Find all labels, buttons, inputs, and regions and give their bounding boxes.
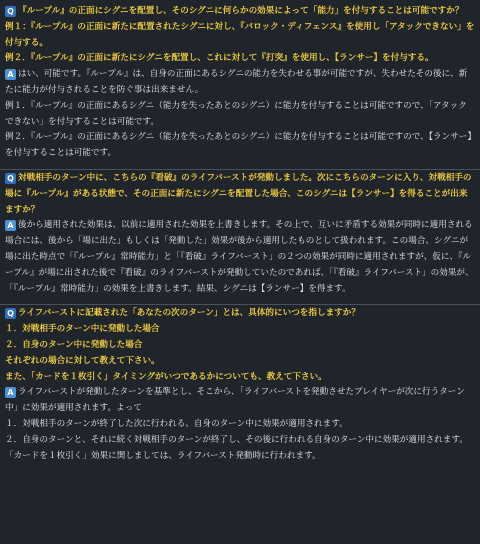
answer-example: １．対戦相手のターンが終了した次に行われる、自身のターン中に効果が適用されます。 [5, 418, 348, 429]
q-icon: Q [5, 173, 16, 184]
a-icon: A [5, 69, 16, 80]
question-example: 例１：『ループル』の正面に新たに配置されたシグニに対し、『バロック・ディフェンス』を使用し「アタックできない」を付与する。 [5, 21, 475, 48]
answer: A ライフバーストが発動したターンを基準とし、そこから、「ライフバーストを発動させたプレイヤーが次に行うターン中」に効果が適用されます。よって [5, 387, 465, 414]
q-icon: Q [5, 308, 16, 319]
faq-entry [5, 3, 475, 169]
a-icon: A [5, 387, 16, 398]
question: Q 『ループル』の正面にシグニを配置し、そのシグニに何らかの効果によって「能力」を付与することは可能ですか？ [5, 4, 475, 20]
question: Q ライフバーストに記載された「あなたの次のターン」とは、具体的にいつを指しますか？ [5, 306, 475, 322]
a-icon: A [5, 220, 16, 231]
question-example: それぞれの場合に対して教えて下さい。 [5, 355, 160, 366]
answer-example: 例１．『ループル』の正面にあるシグニ（能力を失ったあとのシグニ）に能力を付与することは可能ですので、「アタックできない」を付与することは可能です。 [5, 100, 467, 127]
question-example: 例２．『ループル』の正面に新たにシグニを配置し、これに対して『打突』を使用し、【ランサー】を付与する。 [5, 53, 434, 64]
question-example: ２．自身のターン中に発動した場合 [5, 339, 143, 350]
faq-entry [5, 170, 475, 304]
answer-example: ２．自身のターンと、それに続く対戦相手のターンが終了し、その後に行われる自身のターン中に効果が適用されます。 [5, 434, 468, 445]
answer: A 後から適用された効果は、以前に適用された効果を上書きします。その上で、互いに矛盾する効果が同時に適用される場合には、後から「場に出た」もしくは「発動した」効果が後から適用したものとして扱われます。この場合、シグニが場に出た時点で「『ループル』常時能力」と「『看破』ライフバースト」の２つの効果が同時に適用されますが、仮に、『ループル』が場に出された後で『看破』のライフバーストが発動していたのであれば、「『看破』ライフバースト」の効果が、「『ループル』常時能力」の効果を上書きします。結果、シグニは【ランサー】を得ます。 [5, 220, 474, 294]
question-example: また、「カードを１枚引く」タイミングがいつであるかについても、教えて下さい。 [5, 371, 327, 382]
answer-example: 例２．『ループル』の正面にあるシグニ（能力を失ったあとのシグニ）に能力を付与することは可能ですので、【ランサー】を付与することは可能です。 [5, 132, 472, 159]
question-example: １．対戦相手のターン中に発動した場合 [5, 324, 160, 335]
question: Q 対戦相手のターン中に、こちらの『看破』のライフバーストが発動しました。次にこちらのターンに入り、対戦相手の場に『ループル』がある状態で、その正面に新たにシグニを配置した場合、このシグニは【ランサー】を得ることが出来ますか？ [5, 172, 472, 215]
answer: A はい、可能です。『ループル』は、自身の正面にあるシグニの能力を失わせる事が可能ですが、失わせたその後に、新たに能力が付与されることを防ぐ事は出来ません。 [5, 69, 468, 95]
answer-example: 「カードを１枚引く」効果に関しましては、ライフバースト発動時に行われます。 [5, 450, 321, 461]
faq-entry [5, 305, 475, 471]
q-icon: Q [5, 6, 16, 17]
